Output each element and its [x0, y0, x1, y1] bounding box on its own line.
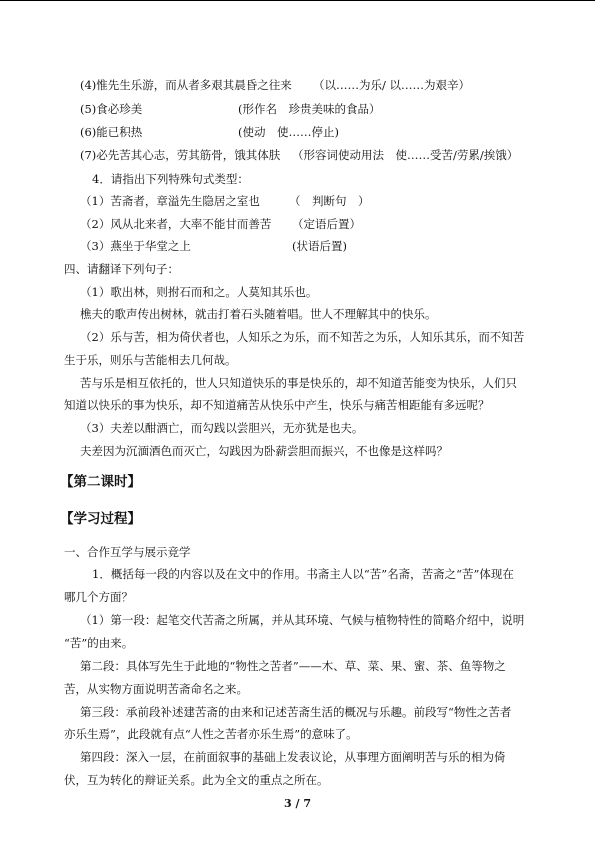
item-text: (5)食必珍美 [80, 102, 143, 116]
item-note: （以……为乐/ 以……为艰辛） [313, 78, 471, 92]
item-note: (使动 使……停止) [238, 125, 339, 139]
item-text: （3）燕坐于华堂之上 [80, 239, 191, 253]
item-text: (7)必先苦其心志，劳其筋骨，饿其体肤 [80, 148, 281, 162]
item-text: (6)能已积热 [80, 125, 143, 139]
page-number: 3 / 7 [284, 797, 311, 810]
item-note: （形容词使动用法 使……受苦/劳累/挨饿） [292, 148, 519, 162]
item-text: （2）风从北来者，大率不能甘而善苦 [80, 217, 272, 231]
item-text: （1）苦斋者，章溢先生隐居之室也 [80, 194, 260, 208]
item-note: （ 判断句 ） [289, 194, 370, 208]
item-note: (状语后置) [292, 239, 347, 253]
item-note: (形作名 珍贵美味的食品） [238, 102, 381, 116]
item-note: （定语后置） [292, 217, 361, 231]
item-text: (4)惟先生乐游，而从者多艰其晨昏之往来 [80, 78, 292, 92]
top-rule [0, 0, 595, 1]
